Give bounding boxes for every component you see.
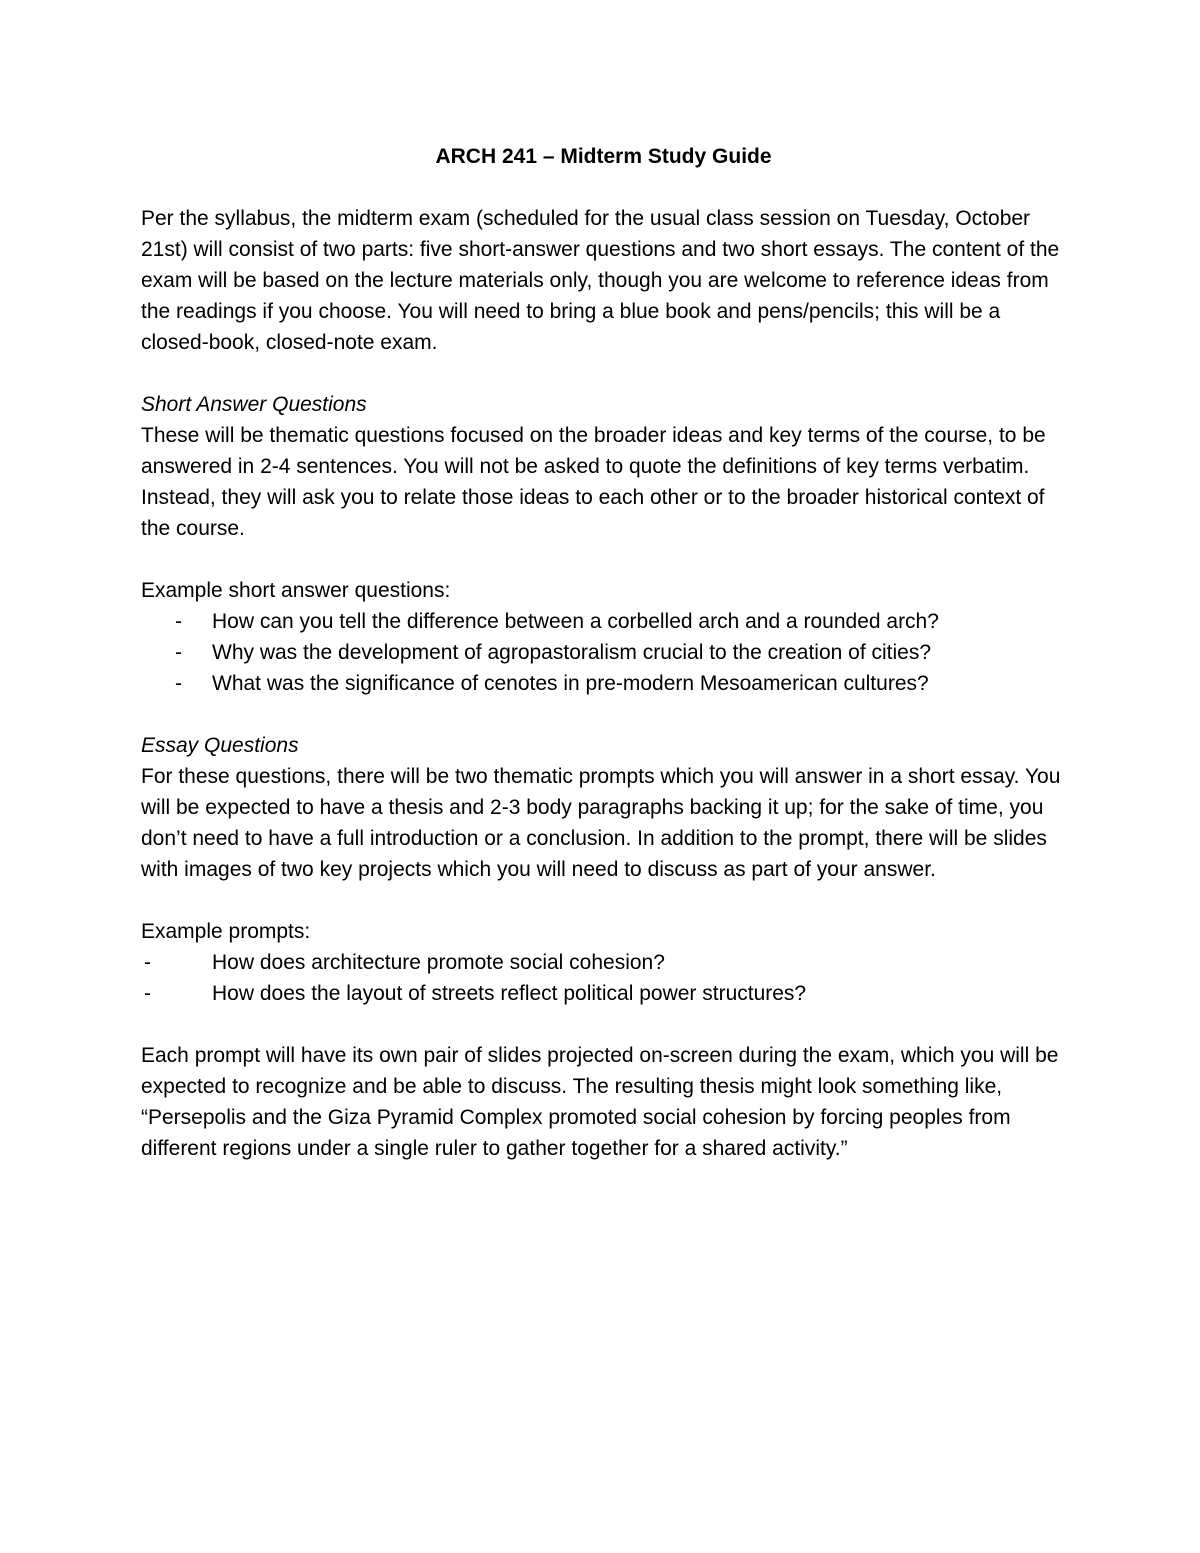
short-answer-example-list [141, 606, 1066, 699]
document-title: ARCH 241 – Midterm Study Guide [435, 145, 772, 168]
example-question: Why was the development of agropastoralism crucial to the creation of cities? [212, 641, 932, 664]
list-item [141, 606, 1066, 637]
list-item [141, 947, 1066, 978]
bullet-dash: - [144, 951, 151, 974]
bullet-dash: - [175, 641, 182, 664]
bullet-dash: - [175, 672, 182, 695]
list-item [141, 637, 1066, 668]
bullet-dash: - [144, 982, 151, 1005]
list-item [141, 978, 1066, 1009]
short-answer-examples-label: Example short answer questions: [141, 579, 451, 602]
short-answer-body: These will be thematic questions focused on the broader ideas and key terms of the course, to be answered in 2-4 sentences. You will not be asked to quote the definitions of key terms verbatim. Instead, they will ask you to relate those ideas to each other or to the broader historical context of the course. [141, 424, 1046, 540]
bullet-dash: - [175, 610, 182, 633]
example-prompt: How does architecture promote social cohesion? [212, 951, 665, 974]
intro-paragraph: Per the syllabus, the midterm exam (scheduled for the usual class session on Tuesday, October 21st) will consist of two parts: five short-answer questions and two short essays. The content of the exam will be based on the lecture materials only, though you are welcome to reference ideas from the readings if you choose. You will need to bring a blue book and pens/pencils; this will be a closed-book, closed-note exam. [141, 207, 1060, 354]
essay-heading: Essay Questions [141, 734, 299, 757]
essay-body: For these questions, there will be two thematic prompts which you will answer in a short essay. You will be expected to have a thesis and 2-3 body paragraphs backing it up; for the sake of time, you don’t need to have a full introduction or a conclusion. In addition to the prompt, there will be slides with images of two key projects which you will need to discuss as part of your answer. [141, 765, 1061, 881]
list-item [141, 668, 1066, 699]
example-question: How can you tell the difference between a corbelled arch and a rounded arch? [212, 610, 939, 633]
essay-examples-label: Example prompts: [141, 920, 311, 943]
document-page [141, 141, 1066, 1164]
closing-paragraph: Each prompt will have its own pair of slides projected on-screen during the exam, which you will be expected to recognize and be able to discuss. The resulting thesis might look something like, “Persepolis and the Giza Pyramid Complex promoted social cohesion by forcing peoples from different regions under a single ruler to gather together for a shared activity.” [141, 1044, 1059, 1160]
example-prompt: How does the layout of streets reflect political power structures? [212, 982, 807, 1005]
short-answer-heading: Short Answer Questions [141, 393, 367, 416]
essay-example-list [141, 947, 1066, 1009]
example-question: What was the significance of cenotes in pre-modern Mesoamerican cultures? [212, 672, 929, 695]
